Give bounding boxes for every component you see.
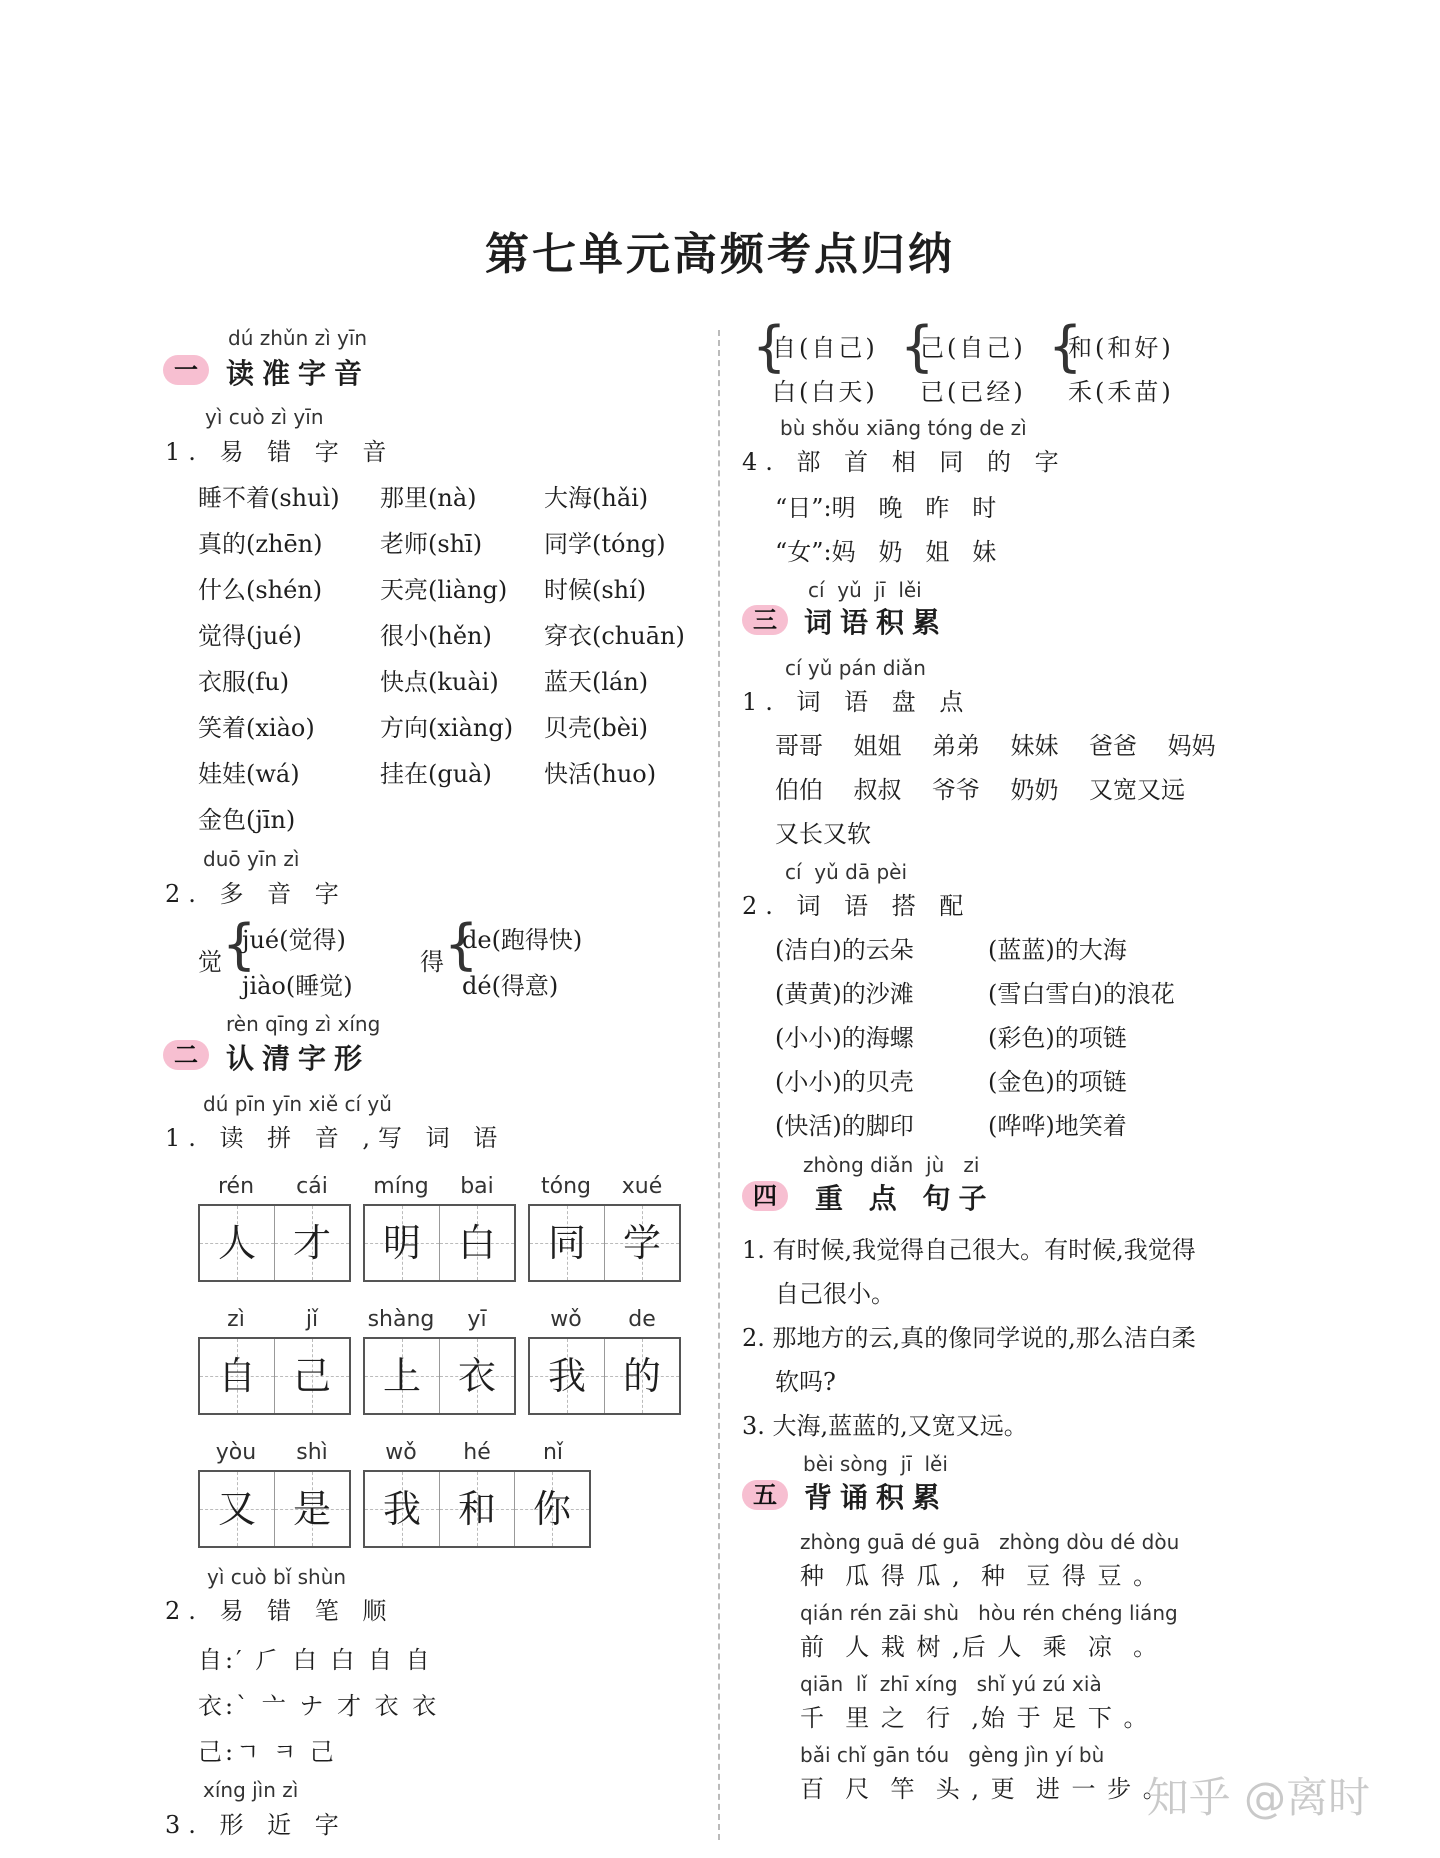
section-1-title: 读准字音 bbox=[226, 357, 371, 390]
item-1-pinyin: yì cuò zì yīn bbox=[205, 405, 324, 429]
grid-character: 我 bbox=[547, 1354, 586, 1398]
section-3-badge: 三 bbox=[742, 605, 788, 635]
stroke-order-row: 衣:` 亠 ナ 才 衣 衣 bbox=[198, 1692, 440, 1720]
vocab-row: 伯伯 叔叔 爷爷 奶奶 又宽又远 bbox=[775, 776, 1186, 804]
word-item: 天亮(liàng) bbox=[380, 576, 508, 604]
polyphone-reading: jiào(睡觉) bbox=[242, 972, 353, 1000]
stroke-order-row: 自:′ ⺁ 白 白 自 自 bbox=[198, 1646, 433, 1674]
grid-cell bbox=[365, 1472, 440, 1546]
writing-grid bbox=[528, 1337, 681, 1415]
word-item: 快点(kuài) bbox=[380, 668, 499, 696]
stroke-order-row: 己:ㄱ ㅋ 己 bbox=[198, 1738, 337, 1766]
item-3-pinyin: dú pīn yīn xiě cí yǔ bbox=[203, 1092, 392, 1116]
column-divider bbox=[718, 330, 720, 1840]
word-item: 什么(shén) bbox=[198, 576, 323, 604]
radical-row: “日”:明 晚 昨 时 bbox=[775, 494, 997, 522]
word-item: 穿衣(chuān) bbox=[544, 622, 685, 650]
grid-cell bbox=[605, 1339, 679, 1413]
section-2-badge: 二 bbox=[163, 1040, 209, 1070]
pinyin-label: xué bbox=[621, 1174, 663, 1199]
grid-cell bbox=[530, 1206, 605, 1280]
pinyin-label: cái bbox=[296, 1174, 328, 1199]
item-6-label: 4. 部 首 相 同 的 字 bbox=[742, 448, 1067, 476]
collocation: (哗哗)地笑着 bbox=[988, 1112, 1127, 1140]
similar-char: 禾(禾苗) bbox=[1068, 378, 1174, 406]
section-5-badge: 五 bbox=[742, 1480, 788, 1510]
collocation: (彩色)的项链 bbox=[988, 1024, 1127, 1052]
collocation: (小小)的海螺 bbox=[775, 1024, 914, 1052]
brace-icon: { bbox=[444, 913, 479, 976]
polyphone-reading: dé(得意) bbox=[462, 972, 559, 1000]
key-sentence: 1. 有时候,我觉得自己很大。有时候,我觉得 bbox=[742, 1236, 1196, 1264]
word-item: 那里(nà) bbox=[380, 484, 477, 512]
vocab-row: 又长又软 bbox=[775, 820, 871, 848]
pinyin-label: rén bbox=[217, 1174, 255, 1199]
pinyin-label: míng bbox=[373, 1174, 429, 1199]
section-4-title: 重 点 句子 bbox=[815, 1182, 995, 1215]
word-item: 老师(shī) bbox=[380, 530, 483, 558]
pinyin-label: de bbox=[628, 1307, 656, 1332]
section-4-pinyin: zhòng diǎn jù zi bbox=[803, 1153, 980, 1177]
word-item: 睡不着(shuì) bbox=[198, 484, 340, 512]
grid-cell bbox=[605, 1206, 679, 1280]
page-title: 第七单元高频考点归纳 bbox=[485, 229, 955, 280]
proverb-text: 前 人 栽 树 ,后 人 乘 凉 。 bbox=[800, 1633, 1160, 1661]
polyphone-reading: de(跑得快) bbox=[462, 926, 583, 954]
grid-cell bbox=[440, 1339, 514, 1413]
pinyin-label: tóng bbox=[541, 1174, 591, 1199]
pinyin-label: shàng bbox=[367, 1307, 435, 1332]
word-item: 真的(zhēn) bbox=[198, 530, 323, 558]
pinyin-label: hé bbox=[463, 1440, 491, 1465]
section-5-title: 背诵积累 bbox=[804, 1481, 949, 1514]
grid-character: 衣 bbox=[457, 1354, 496, 1398]
word-item: 快活(huo) bbox=[544, 760, 657, 788]
proverb-pinyin: bǎi chǐ gān tóu gèng jìn yí bù bbox=[800, 1743, 1105, 1767]
writing-grid bbox=[198, 1337, 351, 1415]
grid-character: 是 bbox=[292, 1487, 331, 1531]
polyphone-char: 觉 bbox=[198, 948, 222, 976]
word-item: 方向(xiàng) bbox=[380, 714, 514, 742]
grid-cell bbox=[365, 1206, 440, 1280]
grid-character: 和 bbox=[457, 1487, 496, 1531]
item-4-pinyin: yì cuò bǐ shùn bbox=[207, 1565, 347, 1589]
word-item: 很小(hěn) bbox=[380, 622, 492, 650]
section-1-badge: 一 bbox=[163, 355, 209, 385]
section-2-pinyin: rèn qīng zì xíng bbox=[226, 1012, 381, 1036]
item-5-pinyin: xíng jìn zì bbox=[203, 1778, 299, 1802]
grid-character: 你 bbox=[532, 1487, 571, 1531]
key-sentence: 软吗? bbox=[775, 1368, 836, 1396]
grid-character: 白 bbox=[457, 1221, 496, 1265]
proverb-pinyin: zhòng guā dé guā zhòng dòu dé dòu bbox=[800, 1530, 1180, 1554]
brace-icon: { bbox=[1048, 315, 1083, 378]
item-6-pinyin: bù shǒu xiāng tóng de zì bbox=[780, 416, 1027, 440]
key-sentence: 自己很小。 bbox=[775, 1280, 895, 1308]
collocation: (蓝蓝)的大海 bbox=[988, 936, 1127, 964]
writing-grid bbox=[363, 1470, 591, 1548]
item-3-label: 1. 读 拼 音 ,写 词 语 bbox=[165, 1124, 506, 1152]
item-7-pinyin: cí yǔ pán diǎn bbox=[785, 656, 926, 680]
item-1-label: 1. 易 错 字 音 bbox=[165, 438, 395, 466]
similar-char: 白(白天) bbox=[772, 378, 878, 406]
word-item: 笑着(xiào) bbox=[198, 714, 315, 742]
pinyin-label: zì bbox=[227, 1307, 245, 1332]
item-5-label: 3. 形 近 字 bbox=[165, 1811, 347, 1839]
word-item: 蓝天(lán) bbox=[544, 668, 649, 696]
grid-cell bbox=[440, 1472, 515, 1546]
section-1-pinyin: dú zhǔn zì yīn bbox=[228, 326, 368, 350]
grid-character: 己 bbox=[292, 1354, 331, 1398]
grid-cell bbox=[365, 1339, 440, 1413]
grid-character: 明 bbox=[382, 1221, 421, 1265]
proverb-text: 种 瓜 得 瓜 , 种 豆 得 豆 。 bbox=[800, 1562, 1160, 1590]
section-3-title: 词语积累 bbox=[804, 606, 949, 639]
grid-character: 自 bbox=[217, 1354, 256, 1398]
section-3-pinyin: cí yǔ jī lěi bbox=[808, 578, 922, 602]
polyphone-char: 得 bbox=[420, 948, 444, 976]
grid-character: 才 bbox=[292, 1221, 331, 1265]
key-sentence: 2. 那地方的云,真的像同学说的,那么洁白柔 bbox=[742, 1324, 1196, 1352]
watermark: 知乎 @离时 bbox=[1146, 1773, 1370, 1822]
word-item: 贝壳(bèi) bbox=[544, 714, 648, 742]
item-8-label: 2. 词 语 搭 配 bbox=[742, 892, 972, 920]
collocation: (黄黄)的沙滩 bbox=[775, 980, 914, 1008]
pinyin-label: yòu bbox=[215, 1440, 257, 1465]
collocation: (洁白)的云朵 bbox=[775, 936, 914, 964]
grid-character: 人 bbox=[217, 1221, 256, 1265]
similar-char: 和(和好) bbox=[1068, 334, 1174, 362]
grid-cell bbox=[530, 1339, 605, 1413]
writing-grid bbox=[198, 1470, 351, 1548]
item-4-label: 2. 易 错 笔 顺 bbox=[165, 1597, 395, 1625]
grid-character: 的 bbox=[622, 1354, 661, 1398]
grid-character: 又 bbox=[217, 1487, 256, 1531]
writing-grid bbox=[363, 1204, 516, 1282]
pinyin-label: yī bbox=[467, 1307, 487, 1332]
brace-icon: { bbox=[900, 315, 935, 378]
pinyin-label: wǒ bbox=[385, 1440, 417, 1465]
grid-cell bbox=[275, 1206, 349, 1280]
polyphone-reading: jué(觉得) bbox=[242, 926, 346, 954]
pinyin-label: nǐ bbox=[542, 1440, 564, 1465]
grid-character: 学 bbox=[622, 1221, 661, 1265]
item-8-pinyin: cí yǔ dā pèi bbox=[785, 860, 908, 884]
similar-char: 自(自己) bbox=[772, 334, 878, 362]
item-7-label: 1. 词 语 盘 点 bbox=[742, 688, 972, 716]
word-item: 娃娃(wá) bbox=[198, 760, 300, 788]
word-item: 大海(hǎi) bbox=[544, 484, 649, 512]
grid-cell bbox=[275, 1472, 349, 1546]
writing-grid bbox=[363, 1337, 516, 1415]
grid-cell bbox=[200, 1472, 275, 1546]
item-2-label: 2. 多 音 字 bbox=[165, 880, 347, 908]
proverb-pinyin: qián rén zāi shù hòu rén chéng liáng bbox=[800, 1601, 1178, 1625]
grid-character: 上 bbox=[382, 1354, 421, 1398]
word-item: 挂在(guà) bbox=[380, 760, 492, 788]
grid-cell bbox=[200, 1339, 275, 1413]
vocab-row: 哥哥 姐姐 弟弟 妹妹 爸爸 妈妈 bbox=[775, 732, 1216, 760]
key-sentence: 3. 大海,蓝蓝的,又宽又远。 bbox=[742, 1412, 1028, 1440]
grid-cell bbox=[440, 1206, 514, 1280]
pinyin-label: jǐ bbox=[305, 1307, 319, 1332]
section-4-badge: 四 bbox=[742, 1181, 788, 1211]
section-5-pinyin: bèi sòng jī lěi bbox=[803, 1452, 948, 1476]
grid-cell bbox=[200, 1206, 275, 1280]
similar-char: 已(已经) bbox=[920, 378, 1026, 406]
collocation: (雪白雪白)的浪花 bbox=[988, 980, 1175, 1008]
collocation: (小小)的贝壳 bbox=[775, 1068, 914, 1096]
word-item: 时候(shí) bbox=[544, 576, 647, 604]
brace-icon: { bbox=[222, 913, 257, 976]
section-2-title: 认清字形 bbox=[226, 1042, 371, 1075]
writing-grid bbox=[198, 1204, 351, 1282]
grid-cell bbox=[515, 1472, 589, 1546]
brace-icon: { bbox=[752, 315, 787, 378]
grid-character: 同 bbox=[547, 1221, 586, 1265]
proverb-text: 千 里 之 行 ,始 于 足 下 。 bbox=[800, 1704, 1150, 1732]
grid-cell bbox=[275, 1339, 349, 1413]
pinyin-label: bai bbox=[460, 1174, 494, 1199]
word-item: 衣服(fu) bbox=[198, 668, 290, 696]
similar-char: 己(自己) bbox=[920, 334, 1026, 362]
word-item: 金色(jīn) bbox=[198, 806, 296, 834]
collocation: (金色)的项链 bbox=[988, 1068, 1127, 1096]
proverb-text: 百 尺 竿 头 , 更 进 一 步 。 bbox=[800, 1775, 1169, 1803]
word-item: 同学(tóng) bbox=[544, 530, 666, 558]
writing-grid bbox=[528, 1204, 681, 1282]
radical-row: “女”:妈 奶 姐 妹 bbox=[775, 538, 997, 566]
grid-character: 我 bbox=[382, 1487, 421, 1531]
pinyin-label: wǒ bbox=[550, 1307, 582, 1332]
item-2-pinyin: duō yīn zì bbox=[203, 847, 300, 871]
collocation: (快活)的脚印 bbox=[775, 1112, 914, 1140]
word-item: 觉得(jué) bbox=[198, 622, 302, 650]
proverb-pinyin: qiān lǐ zhī xíng shǐ yú zú xià bbox=[800, 1672, 1102, 1696]
pinyin-label: shì bbox=[296, 1440, 328, 1465]
